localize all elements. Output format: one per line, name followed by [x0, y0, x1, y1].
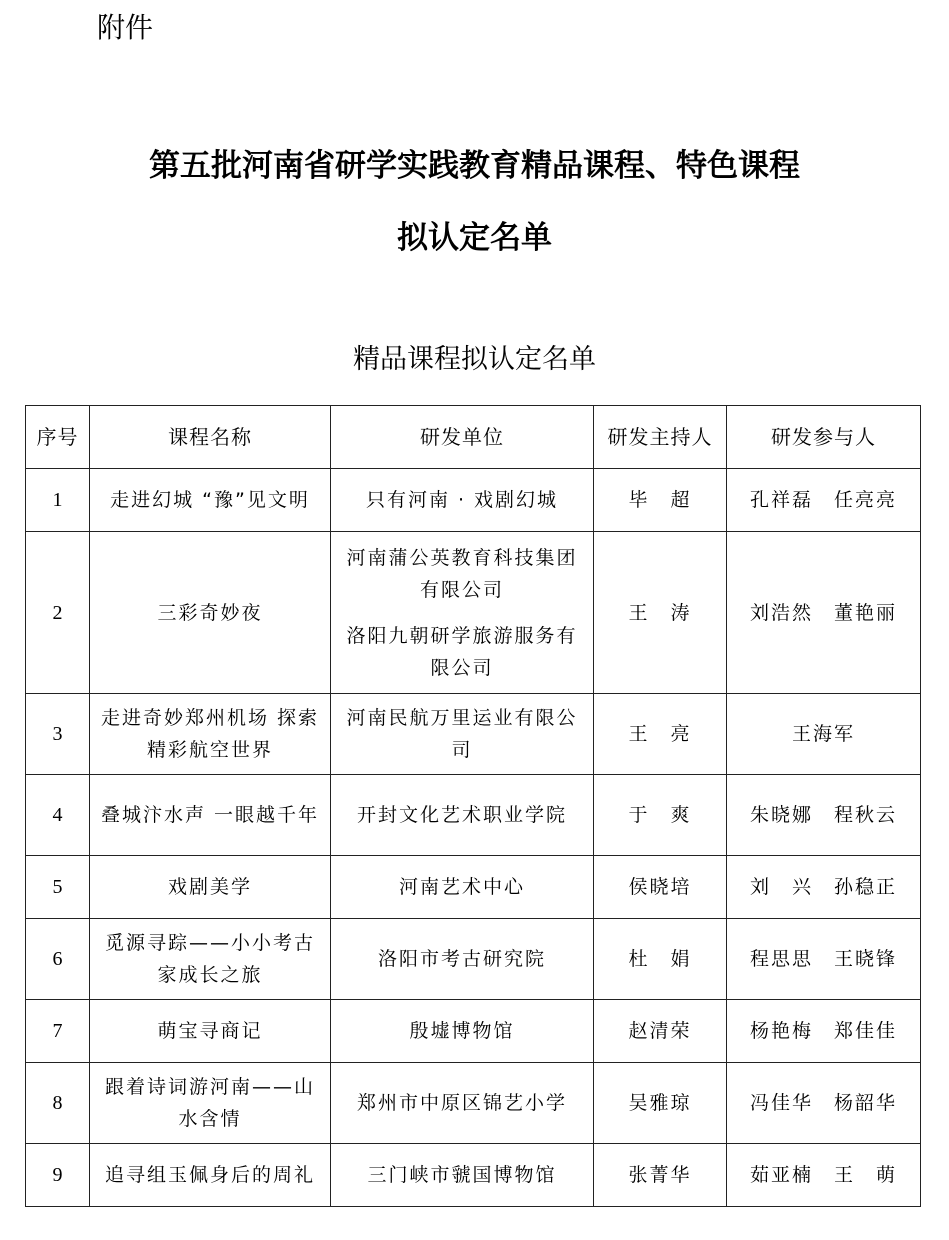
row-number: 6	[26, 919, 90, 1000]
column-header-course: 课程名称	[90, 406, 331, 469]
row-number: 8	[26, 1063, 90, 1144]
lead-developer: 张菁华	[594, 1144, 727, 1207]
lead-developer: 王 涛	[594, 532, 727, 694]
development-unit: 只有河南 · 戏剧幻城	[331, 469, 594, 532]
section-subtitle: 精品课程拟认定名单	[353, 344, 596, 375]
lead-developer: 毕 超	[594, 469, 727, 532]
participants: 杨艳梅 郑佳佳	[727, 1000, 921, 1063]
lead-developer: 杜 娟	[594, 919, 727, 1000]
development-unit: 开封文化艺术职业学院	[331, 775, 594, 856]
course-name: 追寻组玉佩身后的周礼	[90, 1144, 331, 1207]
row-number: 2	[26, 532, 90, 694]
document-title-line-2: 拟认定名单	[397, 220, 552, 256]
row-number: 5	[26, 856, 90, 919]
column-header-unit: 研发单位	[331, 406, 594, 469]
participants: 程思思 王晓锋	[727, 919, 921, 1000]
participants: 刘浩然 董艳丽	[727, 532, 921, 694]
document-title-line-1: 第五批河南省研学实践教育精品课程、特色课程	[149, 148, 800, 184]
table-row	[26, 1000, 921, 1063]
course-name: 戏剧美学	[90, 856, 331, 919]
row-number: 7	[26, 1000, 90, 1063]
course-name: 走进奇妙郑州机场 探索精彩航空世界	[90, 694, 331, 775]
row-number: 9	[26, 1144, 90, 1207]
lead-developer: 王 亮	[594, 694, 727, 775]
table-row	[26, 856, 921, 919]
course-name: 叠城汴水声 一眼越千年	[90, 775, 331, 856]
course-name: 走进幻城 “豫”见文明	[90, 469, 331, 532]
development-unit: 洛阳市考古研究院	[331, 919, 594, 1000]
table-row	[26, 1144, 921, 1207]
lead-developer: 侯晓培	[594, 856, 727, 919]
development-unit: 河南民航万里运业有限公司	[331, 694, 594, 775]
table-row	[26, 469, 921, 532]
course-name: 跟着诗词游河南——山水含情	[90, 1063, 331, 1144]
row-number: 4	[26, 775, 90, 856]
lead-developer: 吴雅琼	[594, 1063, 727, 1144]
column-header-participants: 研发参与人	[727, 406, 921, 469]
development-unit	[331, 532, 594, 694]
lead-developer: 赵清荣	[594, 1000, 727, 1063]
participants: 刘 兴 孙稳正	[727, 856, 921, 919]
development-unit: 河南艺术中心	[331, 856, 594, 919]
column-header-host: 研发主持人	[594, 406, 727, 469]
lead-developer: 于 爽	[594, 775, 727, 856]
participants: 王海军	[727, 694, 921, 775]
table-row	[26, 775, 921, 856]
row-number: 1	[26, 469, 90, 532]
column-header-no: 序号	[26, 406, 90, 469]
participants: 茹亚楠 王 萌	[727, 1144, 921, 1207]
course-name: 觅源寻踪——小小考古家成长之旅	[90, 919, 331, 1000]
table-row	[26, 919, 921, 1000]
table-header-row	[26, 406, 921, 469]
row-number: 3	[26, 694, 90, 775]
course-name: 三彩奇妙夜	[90, 532, 331, 694]
development-unit-line: 洛阳九朝研学旅游服务有限公司	[346, 624, 578, 679]
development-unit: 三门峡市虢国博物馆	[331, 1144, 594, 1207]
participants: 孔祥磊 任亮亮	[727, 469, 921, 532]
development-unit-line: 河南蒲公英教育科技集团有限公司	[346, 546, 578, 601]
participants: 冯佳华 杨韶华	[727, 1063, 921, 1144]
table-row	[26, 694, 921, 775]
development-unit: 殷墟博物馆	[331, 1000, 594, 1063]
participants: 朱晓娜 程秋云	[727, 775, 921, 856]
attachment-label: 附件	[97, 11, 154, 44]
course-name: 萌宝寻商记	[90, 1000, 331, 1063]
table-row	[26, 532, 921, 694]
table-row	[26, 1063, 921, 1144]
development-unit: 郑州市中原区锦艺小学	[331, 1063, 594, 1144]
course-table	[25, 405, 921, 1207]
